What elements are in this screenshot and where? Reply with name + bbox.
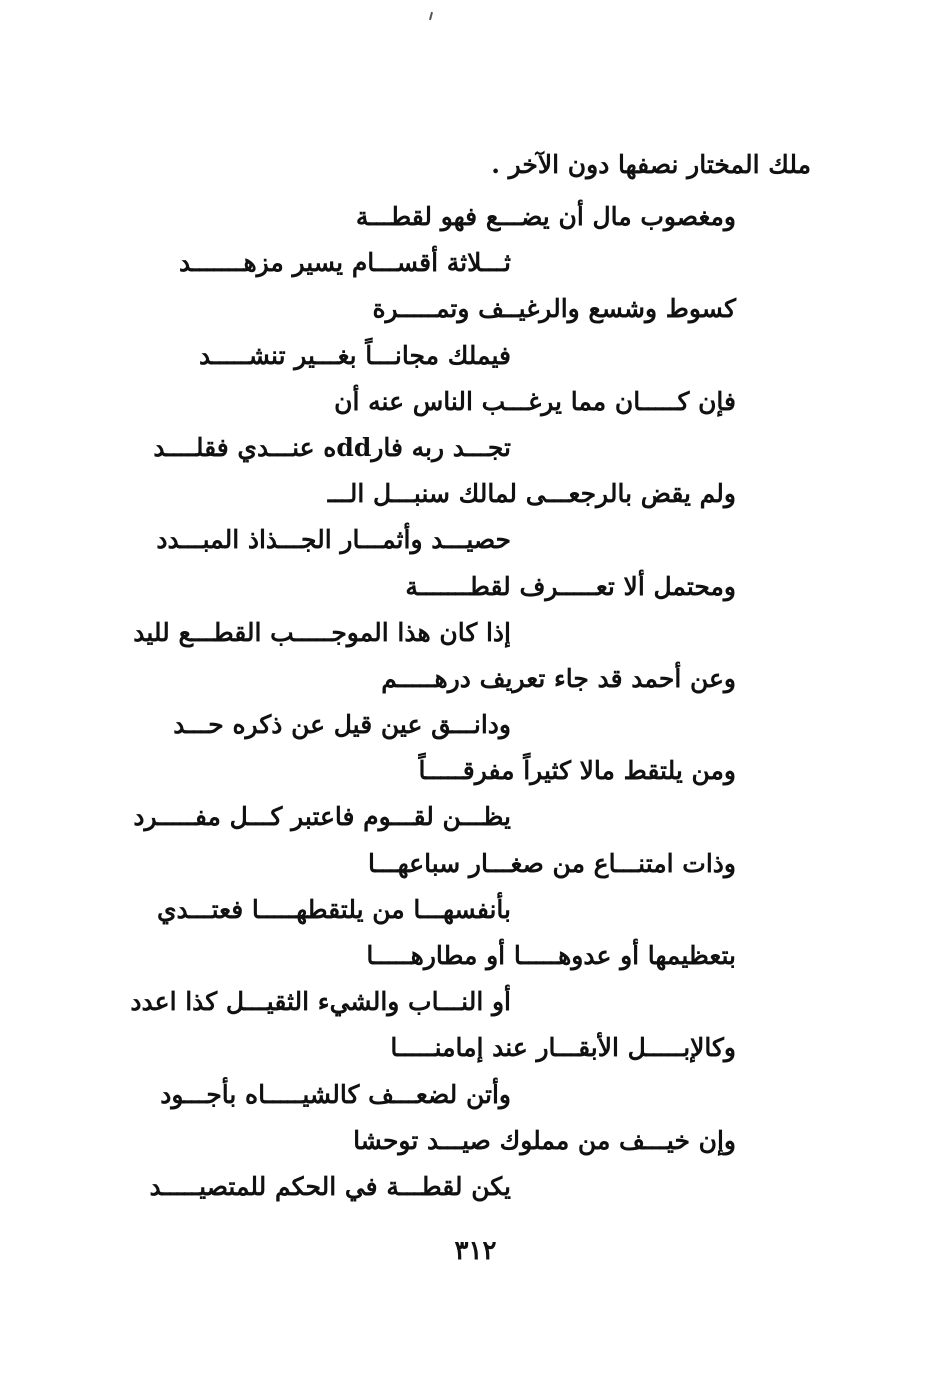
- verse-text: وكالإبـــــل الأبقـــار عند إمامنـــــا: [390, 1033, 736, 1063]
- verse-line: [0, 1170, 951, 1216]
- verse-line: [0, 200, 951, 246]
- verse-text: ومن يلتقط مالا كثيراً مفرقـــــاً: [418, 756, 736, 786]
- verse-line: [0, 431, 951, 477]
- verse-line: [0, 662, 951, 708]
- verse-text: فيملك مجانـــاً بغـــير تنشـــــد: [199, 340, 511, 370]
- verse-line: [0, 1031, 951, 1077]
- verse-line: [0, 339, 951, 385]
- verse-text: بتعظيمها أو عدوهـــــا أو مطارهـــــا: [366, 941, 736, 970]
- verse-text: ولم يقض بالرجعـــى لمالك سنبـــل الـــ: [327, 479, 736, 509]
- verse-line: [0, 477, 951, 523]
- verse-text: يظـــن لقـــوم فاعتبر كـــل مفـــــرد: [133, 802, 511, 832]
- verse-text: وذات امتنـــاع من صغـــار سباعهـــا: [368, 848, 736, 878]
- page-number: ٣١٢: [454, 1236, 497, 1266]
- verse-text: إذا كان هذا الموجـــــب القطـــع لليد: [133, 617, 511, 647]
- verse-text: ودانـــق عين قيل عن ذكره حـــد: [173, 710, 511, 740]
- verse-line: [0, 385, 951, 431]
- verse-text: كسوط وشسع والرغيــف وتمـــــرة: [372, 294, 736, 324]
- verse-block: [0, 200, 951, 1216]
- intro-text: ملك المختار نصفها دون الآخر .: [491, 150, 811, 179]
- verse-text: ومحتمل ألا تعـــــرف لقطـــــــة: [405, 571, 736, 601]
- verse-text: ومغصوب مال أن يضـــع فهو لقطـــة: [355, 202, 736, 231]
- verse-text: يكن لقطـــة في الحكم للمتصيـــــد: [149, 1171, 511, 1201]
- verse-line: [0, 523, 951, 569]
- verse-text: تجـــد ربه فارddه عنـــدي فقلــــد: [153, 432, 511, 462]
- verse-text: وأتن لضعـــف كالشيـــــاه بأجـــود: [160, 1079, 511, 1109]
- verse-line: [0, 616, 951, 662]
- verse-line: [0, 708, 951, 754]
- verse-line: [0, 570, 951, 616]
- verse-text: أو النـــاب والشيء الثقيـــل كذا اعدد: [130, 987, 511, 1017]
- verse-line: [0, 800, 951, 846]
- verse-line: [0, 292, 951, 338]
- verse-text: بأنفسهـــا من يلتقطهـــــا فعتـــدي: [156, 894, 511, 924]
- verse-line: [0, 1078, 951, 1124]
- verse-line: [0, 754, 951, 800]
- verse-line: [0, 246, 951, 292]
- verse-text: حصيـــد وأثمـــار الجـــذاذ المبـــدد: [156, 525, 511, 555]
- verse-text: وإن خيـــف من مملوك صيـــد توحشا: [353, 1125, 736, 1155]
- verse-text: وعن أحمد قد جاء تعريف درهـــــم: [381, 663, 736, 693]
- verse-line: [0, 985, 951, 1031]
- verse-text: فإن كـــــان مما يرغـــب الناس عنه أن: [334, 386, 736, 416]
- verse-line: [0, 847, 951, 893]
- scan-speck: [429, 12, 433, 20]
- verse-line: [0, 1124, 951, 1170]
- verse-line: [0, 893, 951, 939]
- verse-line: [0, 939, 951, 985]
- verse-text: ثـــلاثة أقســـام يسير مزهـــــــد: [179, 248, 511, 278]
